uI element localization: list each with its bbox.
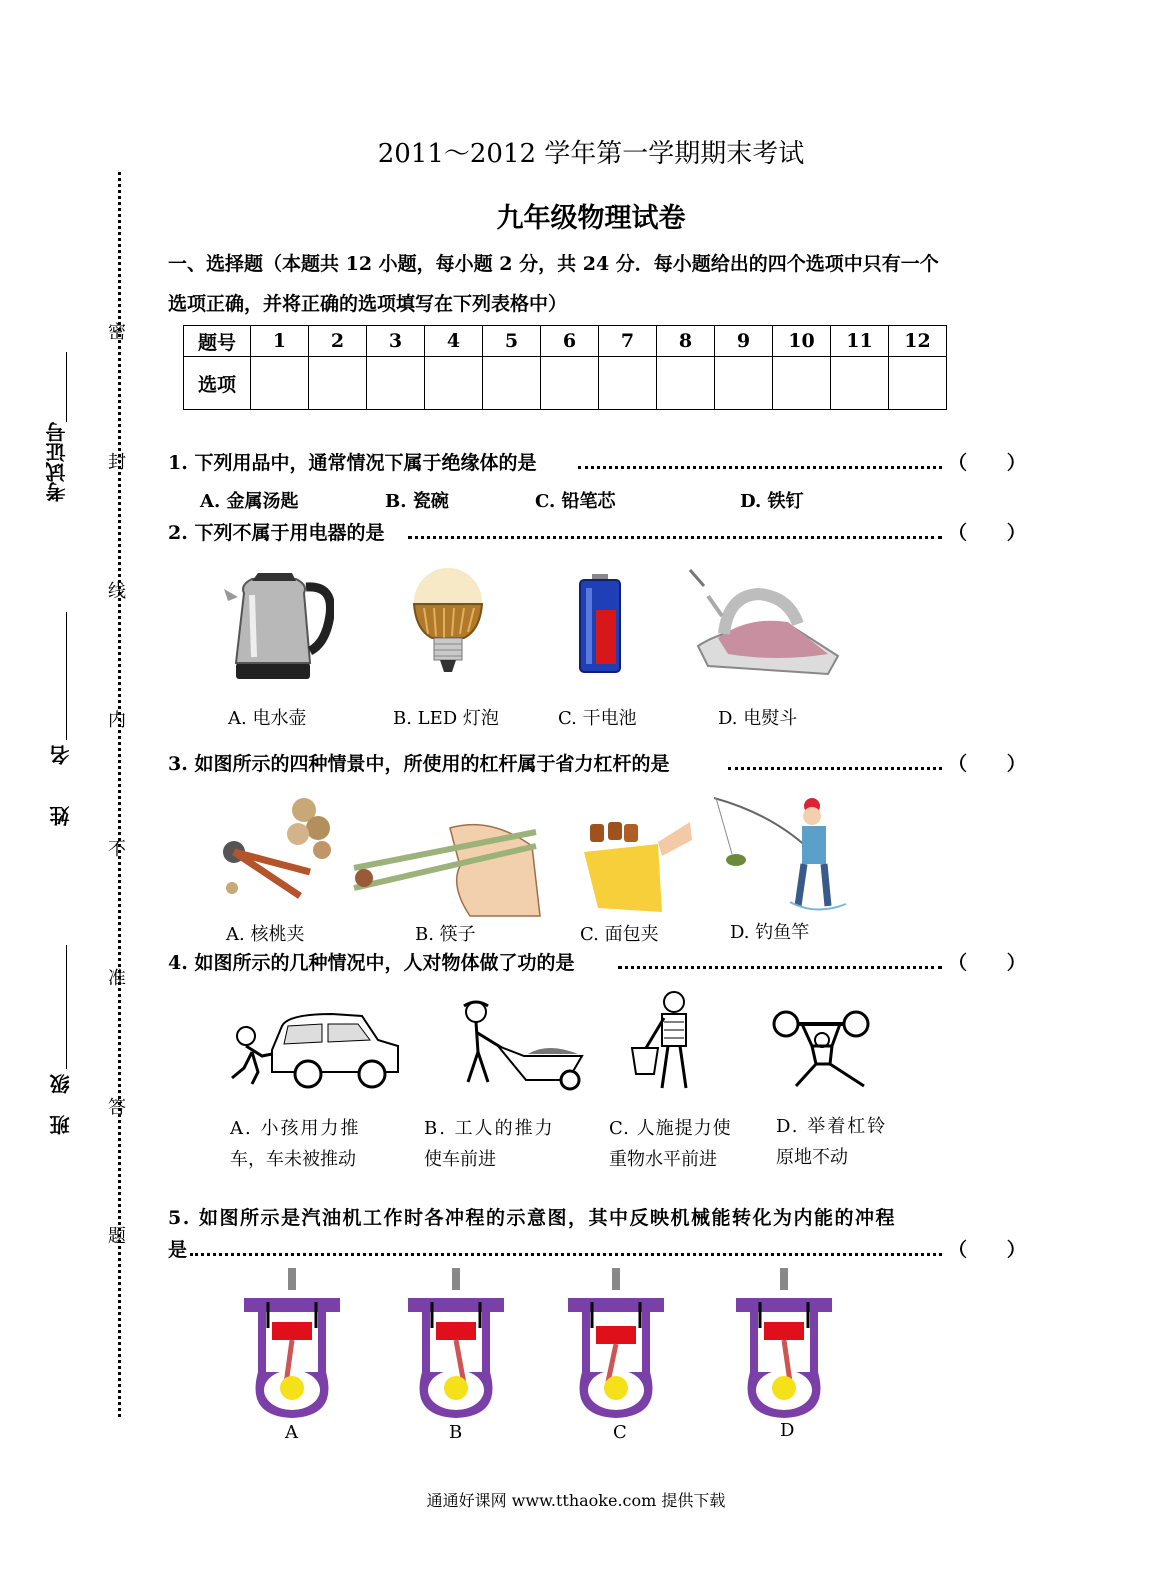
answer-paren: （ ） bbox=[948, 1239, 1026, 1261]
option-a: A. 核桃夹 bbox=[226, 924, 305, 945]
nutcracker-image bbox=[218, 792, 332, 908]
option-d: D. 铁钉 bbox=[740, 491, 804, 512]
option-b: B. LED 灯泡 bbox=[393, 708, 499, 729]
answer-paren: （ ） bbox=[948, 522, 1026, 544]
option-c: C. 铅笔芯 bbox=[535, 491, 616, 512]
option-d-line1: D. 举着杠铃 bbox=[776, 1116, 888, 1137]
exam-id-label: 考试证号 bbox=[45, 422, 69, 502]
binding-char: 题 bbox=[108, 1226, 126, 1247]
option-b: B. 筷子 bbox=[415, 924, 476, 945]
dot-leader bbox=[408, 536, 942, 539]
question-number-cell: 9 bbox=[715, 326, 773, 357]
answer-cell[interactable] bbox=[715, 357, 773, 410]
dot-leader bbox=[728, 767, 942, 770]
option-a: A. 电水壶 bbox=[228, 708, 307, 729]
binding-char: 封 bbox=[108, 452, 126, 473]
answer-cell[interactable] bbox=[657, 357, 715, 410]
dot-leader bbox=[578, 466, 942, 469]
binding-char: 密 bbox=[108, 322, 126, 343]
name-label: 名 bbox=[49, 745, 73, 765]
question-number-cell: 2 bbox=[309, 326, 367, 357]
question-number-cell: 7 bbox=[599, 326, 657, 357]
answer-cell[interactable] bbox=[367, 357, 425, 410]
answer-cell[interactable] bbox=[483, 357, 541, 410]
footer-credit: 通通好课网 www.tthaoke.com 提供下载 bbox=[426, 1491, 726, 1510]
engine-stroke-d-image bbox=[734, 1268, 834, 1420]
question-number-cell: 6 bbox=[541, 326, 599, 357]
answer-table bbox=[183, 325, 947, 410]
class-label: 班 bbox=[49, 1115, 73, 1135]
option-a-line1: A. 小孩用力推 bbox=[230, 1118, 361, 1139]
class-label: 级 bbox=[49, 1074, 73, 1094]
option-a: A. 金属汤匙 bbox=[200, 491, 299, 512]
question-3-text: 3. 如图所示的四种情景中，所使用的杠杆属于省力杠杆的是 bbox=[168, 753, 670, 775]
answer-cell[interactable] bbox=[831, 357, 889, 410]
option-d-line2: 原地不动 bbox=[776, 1147, 848, 1168]
question-1-text: 1. 下列用品中，通常情况下属于绝缘体的是 bbox=[168, 452, 537, 474]
kettle-image bbox=[222, 565, 334, 683]
table-header-cell: 题号 bbox=[184, 326, 251, 357]
option-d: D. 电熨斗 bbox=[718, 708, 798, 729]
option-a: A bbox=[285, 1422, 298, 1443]
question-number-cell: 3 bbox=[367, 326, 425, 357]
binding-char: 内 bbox=[108, 710, 126, 731]
answer-cell[interactable] bbox=[425, 357, 483, 410]
option-d: D. 钓鱼竿 bbox=[730, 922, 810, 943]
fishing-rod-image bbox=[712, 794, 848, 918]
table-header-cell: 选项 bbox=[184, 357, 251, 410]
option-c-line2: 重物水平前进 bbox=[609, 1149, 717, 1170]
person-carrying-bucket-image bbox=[628, 990, 700, 1094]
answer-cell[interactable] bbox=[773, 357, 831, 410]
option-b-line2: 使车前进 bbox=[424, 1149, 496, 1170]
bread-tongs-image bbox=[578, 812, 694, 914]
paper-title: 九年级物理试卷 bbox=[496, 203, 686, 234]
binding-char: 不 bbox=[108, 839, 126, 860]
exam-title: 2011～2012 学年第一学期期末考试 bbox=[377, 139, 805, 169]
question-5-text: 5. 如图所示是汽油机工作时各冲程的示意图，其中反映机械能转化为内能的冲程 bbox=[168, 1207, 896, 1229]
option-c: C. 面包夹 bbox=[580, 924, 659, 945]
engine-stroke-c-image bbox=[566, 1268, 666, 1420]
exam-id-blank bbox=[66, 352, 67, 422]
question-number-cell: 1 bbox=[251, 326, 309, 357]
name-blank bbox=[66, 612, 67, 740]
iron-image bbox=[688, 566, 852, 686]
binding-char: 准 bbox=[108, 968, 126, 989]
child-pushing-car-image bbox=[222, 1006, 402, 1092]
answer-paren: （ ） bbox=[948, 452, 1026, 474]
dot-leader bbox=[190, 1253, 942, 1256]
option-b: B. 瓷碗 bbox=[385, 491, 449, 512]
question-4-text: 4. 如图所示的几种情况中，人对物体做了功的是 bbox=[168, 952, 575, 974]
section-heading: 一、选择题（本题共 12 小题，每小题 2 分，共 24 分．每小题给出的四个选项中只有一个 bbox=[168, 253, 939, 275]
engine-stroke-b-image bbox=[406, 1268, 506, 1420]
option-c: C bbox=[613, 1422, 627, 1443]
binding-char: 答 bbox=[108, 1097, 126, 1118]
question-number-cell: 8 bbox=[657, 326, 715, 357]
weightlifter-image bbox=[772, 1006, 872, 1092]
option-d: D bbox=[780, 1420, 795, 1441]
class-blank bbox=[66, 945, 67, 1069]
question-5-text-cont: 是 bbox=[168, 1239, 188, 1261]
question-number-cell: 11 bbox=[831, 326, 889, 357]
engine-stroke-a-image bbox=[242, 1268, 342, 1420]
chopsticks-image bbox=[350, 816, 542, 920]
option-c-line1: C. 人施提力使 bbox=[609, 1118, 732, 1139]
answer-paren: （ ） bbox=[948, 753, 1026, 775]
option-b-line1: B. 工人的推力 bbox=[424, 1118, 555, 1139]
option-b: B bbox=[449, 1422, 463, 1443]
answer-cell[interactable] bbox=[599, 357, 657, 410]
answer-paren: （ ） bbox=[948, 952, 1026, 974]
name-label: 姓 bbox=[49, 806, 73, 826]
question-number-cell: 10 bbox=[773, 326, 831, 357]
answer-cell[interactable] bbox=[889, 357, 947, 410]
section-heading-cont: 选项正确，并将正确的选项填写在下列表格中） bbox=[168, 293, 568, 315]
option-a-line2: 车，车未被推动 bbox=[230, 1149, 356, 1170]
worker-wheelbarrow-image bbox=[448, 996, 592, 1092]
option-c: C. 干电池 bbox=[558, 708, 637, 729]
binding-char: 线 bbox=[108, 581, 126, 602]
battery-image bbox=[578, 574, 622, 674]
answer-cell[interactable] bbox=[309, 357, 367, 410]
led-bulb-image bbox=[402, 568, 494, 680]
question-2-text: 2. 下列不属于用电器的是 bbox=[168, 522, 385, 544]
answer-cell[interactable] bbox=[251, 357, 309, 410]
question-number-cell: 12 bbox=[889, 326, 947, 357]
answer-cell[interactable] bbox=[541, 357, 599, 410]
dot-leader bbox=[618, 966, 942, 969]
question-number-cell: 4 bbox=[425, 326, 483, 357]
question-number-cell: 5 bbox=[483, 326, 541, 357]
